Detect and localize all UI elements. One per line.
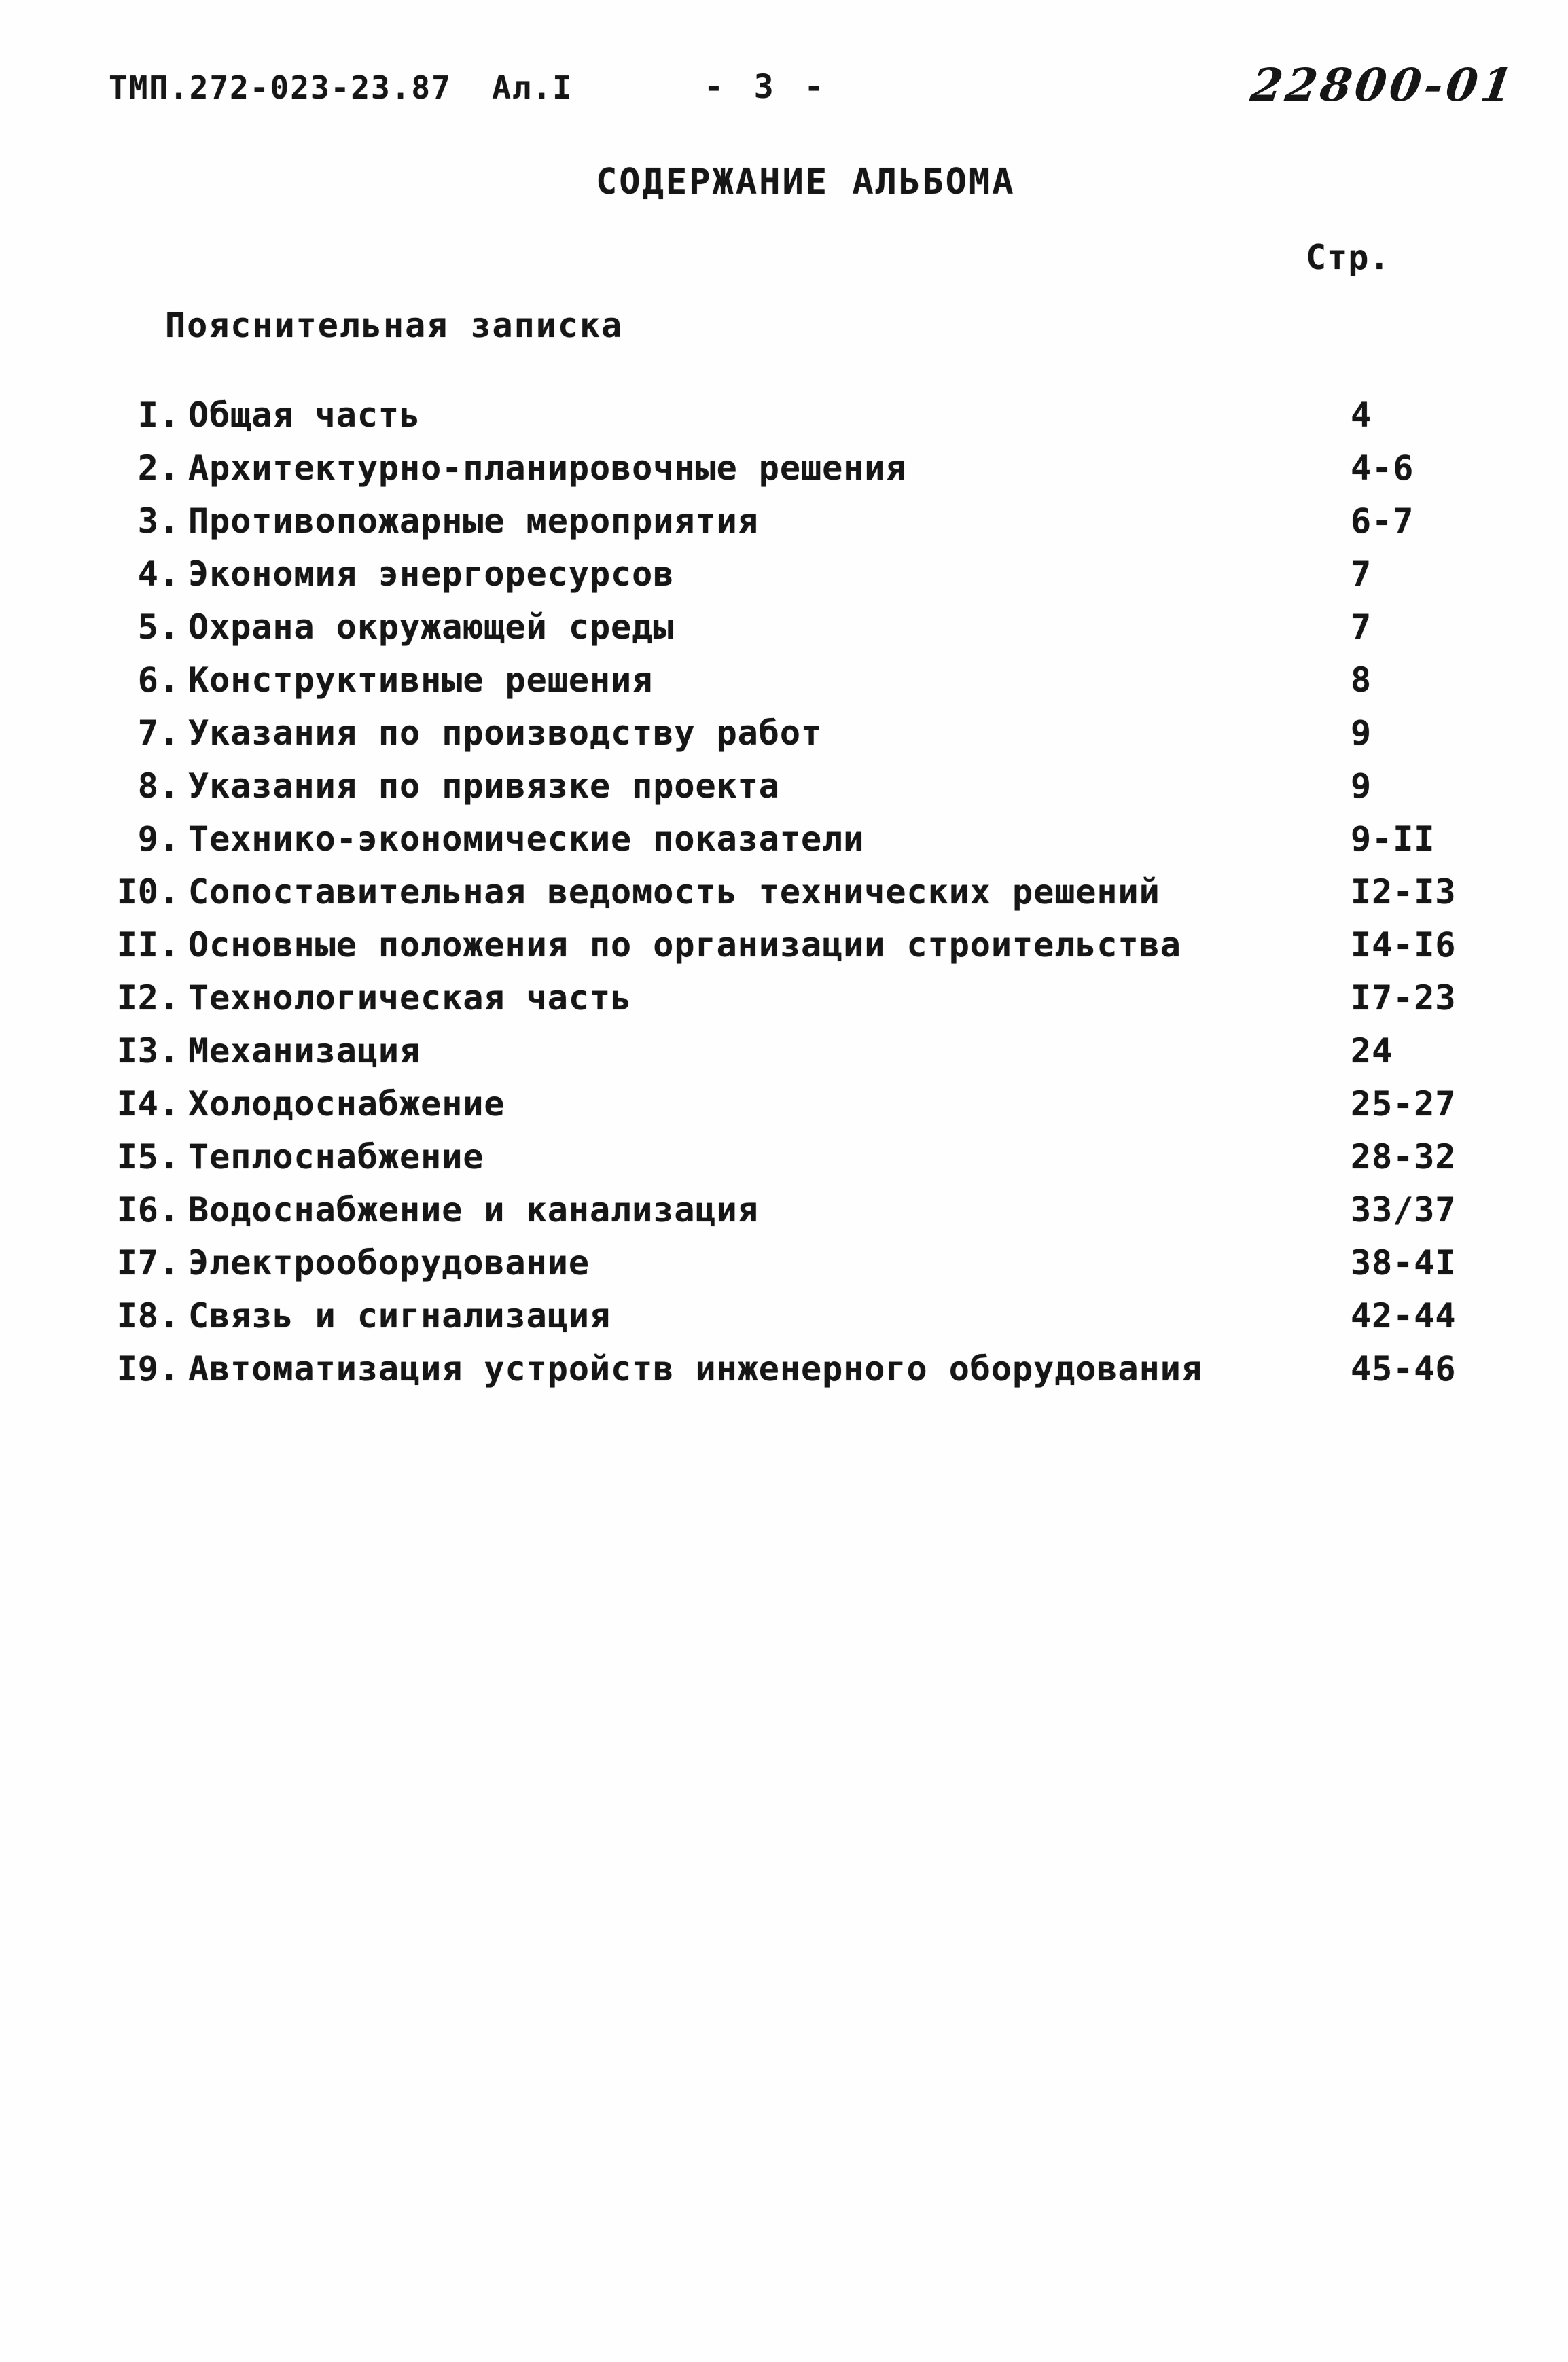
- toc-item-pages: 7: [1351, 554, 1372, 594]
- document-code: ТМП.272-023-23.87 Ал.I: [109, 69, 573, 106]
- page-number: - 3 -: [704, 68, 830, 106]
- toc-item-title: Связь и сигнализация: [188, 1296, 611, 1336]
- toc-item-title: Теплоснабжение: [188, 1137, 484, 1177]
- toc-row: [0, 554, 1568, 607]
- toc-item-number: I9.: [116, 1349, 180, 1389]
- toc-row: [0, 448, 1568, 501]
- page-title: СОДЕРЖАНИЕ АЛЬБОМА: [596, 162, 1016, 202]
- toc-item-pages: 9: [1351, 766, 1372, 806]
- toc-item-number: II.: [116, 925, 180, 965]
- toc-item-number: 7.: [137, 713, 180, 753]
- toc-item-pages: I4-I6: [1351, 925, 1457, 965]
- toc-item-number: I5.: [116, 1137, 180, 1177]
- toc-row: [0, 1349, 1568, 1402]
- toc-item-title: Охрана окружающей среды: [188, 607, 675, 647]
- toc-item-number: I6.: [116, 1190, 180, 1230]
- toc-item-pages: I2-I3: [1351, 872, 1457, 912]
- toc-item-pages: 42-44: [1351, 1296, 1457, 1336]
- toc-item-title: Технологическая часть: [188, 978, 632, 1018]
- toc-item-title: Основные положения по организации строительства: [188, 925, 1181, 965]
- toc-item-pages: I7-23: [1351, 978, 1457, 1018]
- toc-row: [0, 1296, 1568, 1349]
- toc-item-title: Конструктивные решения: [188, 660, 654, 700]
- toc-item-title: Технико-экономические показатели: [188, 819, 865, 859]
- toc-item-number: 5.: [137, 607, 180, 647]
- toc-row: [0, 395, 1568, 448]
- toc-row: [0, 925, 1568, 978]
- toc-row: [0, 978, 1568, 1031]
- toc-item-title: Электрооборудование: [188, 1243, 590, 1283]
- toc-row: [0, 660, 1568, 713]
- toc-item-number: 9.: [137, 819, 180, 859]
- toc-row: [0, 713, 1568, 766]
- toc-list: [0, 395, 1568, 1402]
- toc-item-pages: 6-7: [1351, 501, 1414, 541]
- toc-item-title: Автоматизация устройств инженерного оборудования: [188, 1349, 1202, 1389]
- toc-item-number: I8.: [116, 1296, 180, 1336]
- toc-row: [0, 1243, 1568, 1296]
- toc-item-number: 2.: [137, 448, 180, 488]
- section-heading: Пояснительная записка: [165, 306, 624, 345]
- toc-row: [0, 872, 1568, 925]
- toc-row: [0, 819, 1568, 872]
- toc-item-title: Механизация: [188, 1031, 421, 1071]
- toc-item-number: I4.: [116, 1084, 180, 1124]
- toc-item-title: Архитектурно-планировочные решения: [188, 448, 907, 488]
- handwritten-inventory-code: 22800-01: [1247, 58, 1520, 111]
- toc-item-pages: 45-46: [1351, 1349, 1457, 1389]
- toc-item-number: I.: [137, 395, 180, 435]
- toc-item-title: Водоснабжение и канализация: [188, 1190, 759, 1230]
- toc-item-pages: 33/37: [1351, 1190, 1457, 1230]
- toc-item-title: Указания по привязке проекта: [188, 766, 780, 806]
- toc-item-pages: 9-II: [1351, 819, 1436, 859]
- toc-item-pages: 4-6: [1351, 448, 1414, 488]
- toc-item-pages: 7: [1351, 607, 1372, 647]
- toc-item-pages: 4: [1351, 395, 1372, 435]
- toc-item-pages: 9: [1351, 713, 1372, 753]
- toc-item-number: I0.: [116, 872, 180, 912]
- toc-row: [0, 766, 1568, 819]
- pages-column-header: Стр.: [1306, 238, 1391, 277]
- toc-item-pages: 24: [1351, 1031, 1393, 1071]
- toc-item-title: Общая часть: [188, 395, 421, 435]
- toc-item-title: Указания по производству работ: [188, 713, 823, 753]
- toc-item-pages: 25-27: [1351, 1084, 1457, 1124]
- toc-item-number: 4.: [137, 554, 180, 594]
- toc-item-title: Экономия энергоресурсов: [188, 554, 675, 594]
- toc-item-title: Противопожарные мероприятия: [188, 501, 759, 541]
- toc-item-title: Холодоснабжение: [188, 1084, 505, 1124]
- toc-item-pages: 38-4I: [1351, 1243, 1457, 1283]
- toc-row: [0, 1137, 1568, 1190]
- toc-item-pages: 8: [1351, 660, 1372, 700]
- toc-item-number: I3.: [116, 1031, 180, 1071]
- toc-row: [0, 607, 1568, 660]
- toc-item-pages: 28-32: [1351, 1137, 1457, 1177]
- toc-row: [0, 1190, 1568, 1243]
- toc-item-number: I7.: [116, 1243, 180, 1283]
- toc-item-number: 3.: [137, 501, 180, 541]
- toc-item-title: Сопоставительная ведомость технических решений: [188, 872, 1160, 912]
- toc-item-number: 6.: [137, 660, 180, 700]
- toc-row: [0, 1031, 1568, 1084]
- toc-row: [0, 1084, 1568, 1137]
- toc-item-number: 8.: [137, 766, 180, 806]
- toc-item-number: I2.: [116, 978, 180, 1018]
- toc-row: [0, 501, 1568, 554]
